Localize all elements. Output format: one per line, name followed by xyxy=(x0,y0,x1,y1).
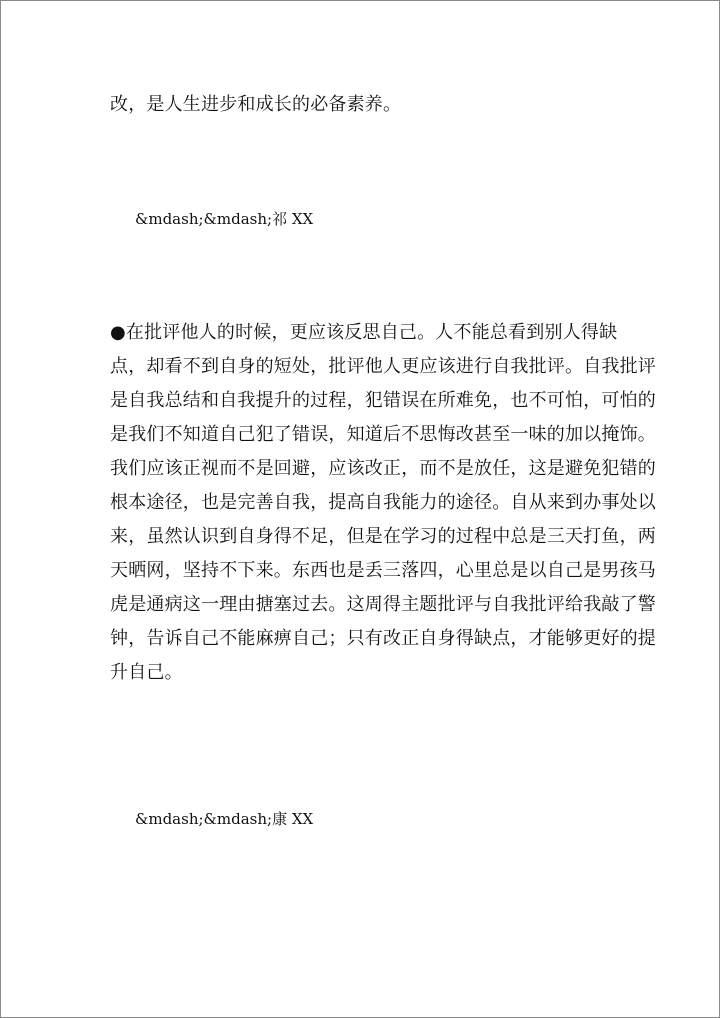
main-paragraph xyxy=(110,316,656,690)
text-line: 是我们不知道自己犯了错误，知道后不思悔改甚至一味的加以掩饰。 xyxy=(110,424,656,445)
text-line: 升自己。 xyxy=(110,662,183,683)
intro-line xyxy=(110,88,630,122)
text-line: 天晒网，坚持不下来。东西也是丢三落四，心里总是以自己是男孩马 xyxy=(110,560,656,581)
text-line: 改，是人生进步和成长的必备素养。 xyxy=(110,94,402,115)
text-line: 是自我总结和自我提升的过程，犯错误在所难免，也不可怕，可怕的 xyxy=(110,390,656,411)
text-line: 我们应该正视而不是回避，应该改正，而不是放任，这是避免犯错的 xyxy=(110,458,656,479)
text-line-content: 在批评他人的时候，更应该反思自己。人不能总看到别人得缺 xyxy=(125,322,618,343)
text-line xyxy=(110,316,630,350)
signature-1: &mdash;&mdash;祁 XX xyxy=(135,210,314,228)
text-line: 钟，告诉自己不能麻痹自己；只有改正自身得缺点，才能够更好的提 xyxy=(110,628,656,649)
text-line: 虎是通病这一理由搪塞过去。这周得主题批评与自我批评给我敲了警 xyxy=(110,594,656,615)
bullet-icon: ● xyxy=(110,322,126,343)
text-line: 来，虽然认识到自身得不足，但是在学习的过程中总是三天打鱼，两 xyxy=(110,526,656,547)
text-line: 点，却看不到自身的短处，批评他人更应该进行自我批评。自我批评 xyxy=(110,356,656,377)
text-line: 根本途径，也是完善自我，提高自我能力的途径。自从来到办事处以 xyxy=(110,492,656,513)
signature-2: &mdash;&mdash;康 XX xyxy=(135,810,314,828)
